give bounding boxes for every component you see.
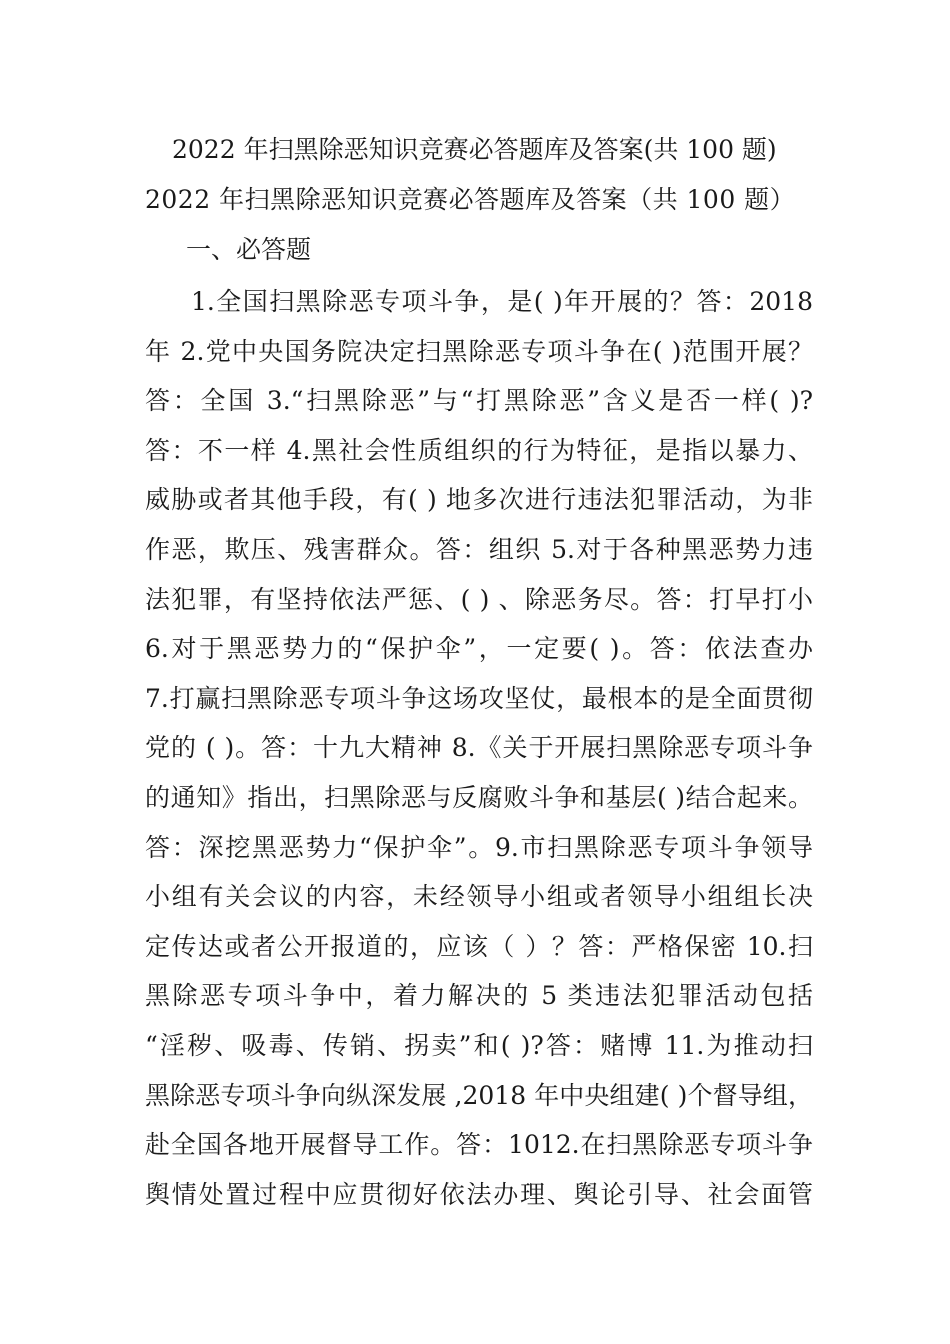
body-line: 作恶，欺压、残害群众。答：组织 5.对于各种黑恶势力违	[145, 534, 813, 564]
body-line: 答：全国 3.“扫黑除恶”与“打黑除恶”含义是否一样( )?	[145, 386, 813, 416]
body-line: 舆情处置过程中应贯彻好依法办理、舆论引导、社会面管	[145, 1179, 813, 1209]
section-heading: 一、必答题	[186, 235, 312, 264]
body-line: 定传达或者公开报道的，应该（ ）？答：严格保密 10.扫	[145, 931, 813, 961]
body-line: 黑除恶专项斗争中，着力解决的 5 类违法犯罪活动包括	[145, 981, 813, 1011]
question-body	[145, 277, 813, 1219]
body-line: 法犯罪，有坚持依法严惩、( ) 、除恶务尽。答：打早打小	[145, 584, 813, 614]
body-line: 答：不一样 4.黑社会性质组织的行为特征，是指以暴力、	[145, 435, 813, 465]
body-line: 年 2.党中央国务院决定扫黑除恶专项斗争在( )范围开展？	[145, 336, 813, 366]
body-line: 答：深挖黑恶势力“保护伞”。9.市扫黑除恶专项斗争领导	[145, 832, 813, 862]
body-line: 威胁或者其他手段，有( ) 地多次进行违法犯罪活动，为非	[145, 485, 813, 515]
document-title: 2022 年扫黑除恶知识竞赛必答题库及答案(共 100 题)	[172, 135, 777, 164]
body-line: 党的 ( )。答：十九大精神 8.《关于开展扫黑除恶专项斗争	[145, 733, 813, 763]
body-line: 7.打赢扫黑除恶专项斗争这场攻坚仗，最根本的是全面贯彻	[145, 683, 813, 713]
body-line: “淫秽、吸毒、传销、拐卖”和( )?答：赌博 11.为推动扫	[145, 1030, 813, 1060]
body-line: 1.全国扫黑除恶专项斗争，是( )年开展的？答：2018	[191, 287, 813, 316]
body-line: 6.对于黑恶势力的“保护伞”，一定要( )。答：依法查办	[145, 634, 813, 664]
body-line: 黑除恶专项斗争向纵深发展 ,2018 年中央组建( )个督导组，	[145, 1080, 813, 1110]
body-line: 小组有关会议的内容，未经领导小组或者领导小组组长决	[145, 882, 813, 912]
document-subtitle: 2022 年扫黑除恶知识竞赛必答题库及答案（共 100 题）	[145, 185, 796, 214]
body-line: 赴全国各地开展督导工作。答：1012.在扫黑除恶专项斗争	[145, 1130, 813, 1160]
body-line: 的通知》指出，扫黑除恶与反腐败斗争和基层( )结合起来。	[145, 782, 813, 812]
